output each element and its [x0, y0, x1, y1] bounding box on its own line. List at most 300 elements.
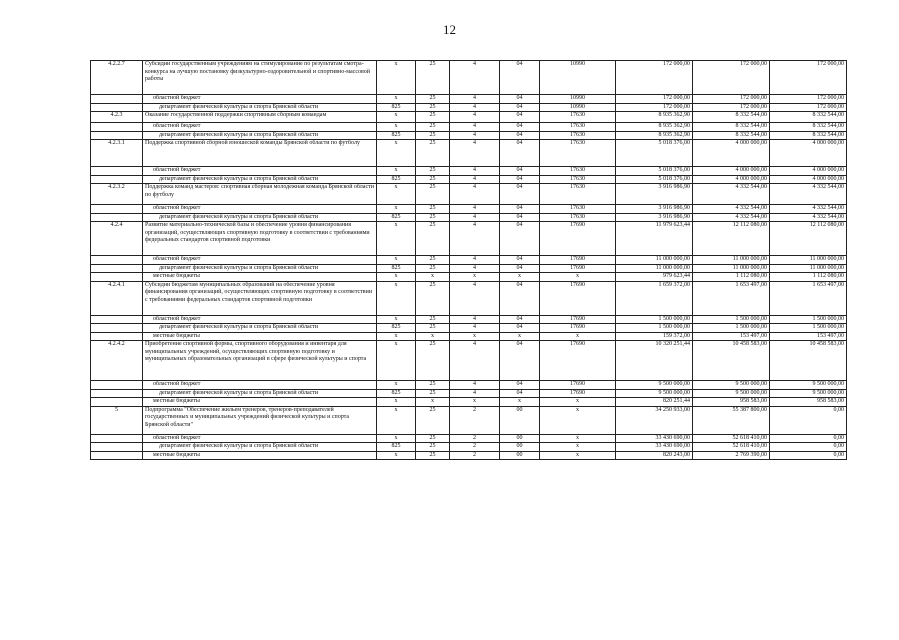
row-amount-year3: 9 500 000,00 — [770, 381, 847, 390]
table-row — [91, 213, 847, 222]
table-row — [91, 131, 847, 140]
row-direction-code: 17690 — [540, 341, 616, 381]
row-subprogram-code: 4 — [450, 205, 500, 214]
row-direction-code: 10990 — [540, 61, 616, 95]
row-name: Развитие материально-технической базы и обеспечение уровня финансирования организаций, осуществляющих спортивную подготовку в соответствии с требованиями федеральных стандартов спортивной подготовки — [143, 222, 377, 256]
row-section-code: 04 — [500, 205, 540, 214]
row-amount-year1: 1 500 000,00 — [616, 324, 693, 333]
table-row — [91, 406, 847, 434]
table-row — [91, 123, 847, 132]
row-section-code: 04 — [500, 281, 540, 315]
row-admin-code: 825 — [377, 389, 416, 398]
row-program-code: 25 — [416, 123, 450, 132]
row-code — [91, 332, 143, 341]
row-amount-year3: 8 332 544,00 — [770, 112, 847, 123]
row-direction-code: 17630 — [540, 205, 616, 214]
row-program-code: 25 — [416, 112, 450, 123]
row-name: местные бюджеты — [143, 451, 377, 460]
row-admin-code: x — [377, 256, 416, 265]
row-program-code: 25 — [416, 406, 450, 434]
row-direction-code: 17690 — [540, 281, 616, 315]
row-amount-year1: 820 243,00 — [616, 451, 693, 460]
table-row — [91, 398, 847, 407]
row-direction-code: x — [540, 451, 616, 460]
row-code — [91, 389, 143, 398]
row-section-code: 04 — [500, 222, 540, 256]
row-program-code: 25 — [416, 389, 450, 398]
row-amount-year3: 0,00 — [770, 451, 847, 460]
row-section-code: 00 — [500, 434, 540, 443]
row-admin-code: 825 — [377, 175, 416, 184]
row-amount-year2: 10 458 583,00 — [693, 341, 770, 381]
row-direction-code: x — [540, 443, 616, 452]
table-row — [91, 103, 847, 112]
row-direction-code: 17690 — [540, 315, 616, 324]
table-row — [91, 175, 847, 184]
row-amount-year1: 5 018 376,00 — [616, 175, 693, 184]
table-row — [91, 324, 847, 333]
row-admin-code: x — [377, 123, 416, 132]
row-program-code: 25 — [416, 103, 450, 112]
row-section-code: 04 — [500, 213, 540, 222]
table-row — [91, 273, 847, 282]
row-admin-code: x — [377, 315, 416, 324]
row-section-code: x — [500, 398, 540, 407]
row-subprogram-code: 4 — [450, 175, 500, 184]
row-direction-code: 17630 — [540, 131, 616, 140]
row-amount-year3: 4 000 000,00 — [770, 175, 847, 184]
row-amount-year1: 159 372,00 — [616, 332, 693, 341]
table-row — [91, 184, 847, 205]
row-direction-code: x — [540, 273, 616, 282]
row-amount-year1: 9 500 000,00 — [616, 389, 693, 398]
row-code: 4.2.3.2 — [91, 184, 143, 205]
row-amount-year2: 172 000,00 — [693, 103, 770, 112]
row-name: департамент физической культуры и спорта Брянской области — [143, 103, 377, 112]
row-amount-year1: 3 916 986,90 — [616, 184, 693, 205]
row-amount-year1: 10 320 251,44 — [616, 341, 693, 381]
row-amount-year2: 1 500 000,00 — [693, 315, 770, 324]
row-subprogram-code: 2 — [450, 434, 500, 443]
row-program-code: x — [416, 332, 450, 341]
row-amount-year2: 4 000 000,00 — [693, 167, 770, 176]
row-code: 4.2.3 — [91, 112, 143, 123]
row-program-code: 25 — [416, 61, 450, 95]
row-subprogram-code: 4 — [450, 389, 500, 398]
row-code — [91, 131, 143, 140]
row-section-code: 04 — [500, 256, 540, 265]
row-code — [91, 95, 143, 104]
row-code: 4.2.4.2 — [91, 341, 143, 381]
row-section-code: 04 — [500, 123, 540, 132]
row-code — [91, 443, 143, 452]
row-program-code: x — [416, 398, 450, 407]
row-section-code: 04 — [500, 381, 540, 390]
row-amount-year2: 11 000 000,00 — [693, 256, 770, 265]
row-code — [91, 398, 143, 407]
row-name: Субсидии бюджетам муниципальных образований на обеспечение уровня финансирования организаций, осуществляющих спортивную подготовку в соответствии с требованиями федеральных стандартов спортивной подготовки — [143, 281, 377, 315]
row-amount-year1: 11 000 000,00 — [616, 264, 693, 273]
row-subprogram-code: 4 — [450, 103, 500, 112]
budget-table-body — [91, 61, 847, 460]
row-program-code: 25 — [416, 184, 450, 205]
table-row — [91, 332, 847, 341]
row-subprogram-code: 4 — [450, 213, 500, 222]
row-admin-code: x — [377, 61, 416, 95]
row-program-code: 25 — [416, 381, 450, 390]
row-section-code: 04 — [500, 131, 540, 140]
row-subprogram-code: 4 — [450, 256, 500, 265]
budget-table — [90, 60, 847, 460]
table-row — [91, 381, 847, 390]
row-name: Подпрограмма "Обеспечение жильем тренеров, тренеров-преподавателей государственных и муниципальных учреждений физической культуры и спорта Брянской области" — [143, 406, 377, 434]
row-name: областной бюджет — [143, 123, 377, 132]
row-subprogram-code: x — [450, 273, 500, 282]
row-amount-year3: 4 000 000,00 — [770, 140, 847, 167]
row-code — [91, 205, 143, 214]
row-name: местные бюджеты — [143, 332, 377, 341]
row-subprogram-code: x — [450, 398, 500, 407]
row-subprogram-code: 4 — [450, 381, 500, 390]
row-section-code: 04 — [500, 264, 540, 273]
row-program-code: 25 — [416, 324, 450, 333]
row-amount-year2: 9 500 000,00 — [693, 381, 770, 390]
table-row — [91, 167, 847, 176]
row-admin-code: x — [377, 112, 416, 123]
row-amount-year2: 4 000 000,00 — [693, 175, 770, 184]
row-admin-code: x — [377, 341, 416, 381]
row-direction-code: x — [540, 434, 616, 443]
row-amount-year3: 172 000,00 — [770, 103, 847, 112]
row-amount-year2: 4 332 544,00 — [693, 213, 770, 222]
row-amount-year3: 11 000 000,00 — [770, 264, 847, 273]
row-admin-code: x — [377, 332, 416, 341]
row-subprogram-code: 2 — [450, 443, 500, 452]
row-code: 4.2.3.1 — [91, 140, 143, 167]
row-name: областной бюджет — [143, 256, 377, 265]
row-name: местные бюджеты — [143, 398, 377, 407]
row-amount-year2: 12 112 080,00 — [693, 222, 770, 256]
row-code: 4.2.2.7 — [91, 61, 143, 95]
table-row — [91, 112, 847, 123]
row-name: Приобретение спортивной формы, спортивного оборудования и инвентаря для муниципальных учреждений, осуществляющих спортивную подготовку и муниципальных образовательных организаций в сфере физической культуры и спорта — [143, 341, 377, 381]
row-section-code: 00 — [500, 443, 540, 452]
row-admin-code: x — [377, 140, 416, 167]
row-subprogram-code: 4 — [450, 341, 500, 381]
row-direction-code: 10990 — [540, 103, 616, 112]
row-amount-year2: 9 500 000,00 — [693, 389, 770, 398]
row-admin-code: x — [377, 167, 416, 176]
row-subprogram-code: x — [450, 332, 500, 341]
row-name: областной бюджет — [143, 95, 377, 104]
row-section-code: x — [500, 332, 540, 341]
row-code — [91, 451, 143, 460]
row-admin-code: 825 — [377, 103, 416, 112]
row-program-code: 25 — [416, 256, 450, 265]
row-amount-year2: 153 497,00 — [693, 332, 770, 341]
row-program-code: 25 — [416, 434, 450, 443]
row-amount-year2: 4 000 000,00 — [693, 140, 770, 167]
row-code — [91, 324, 143, 333]
row-name: областной бюджет — [143, 205, 377, 214]
row-admin-code: x — [377, 381, 416, 390]
row-amount-year2: 172 000,00 — [693, 95, 770, 104]
row-amount-year3: 1 500 000,00 — [770, 324, 847, 333]
row-program-code: 25 — [416, 95, 450, 104]
row-amount-year3: 1 112 080,00 — [770, 273, 847, 282]
row-direction-code: 17630 — [540, 184, 616, 205]
row-amount-year3: 4 000 000,00 — [770, 167, 847, 176]
row-program-code: 25 — [416, 205, 450, 214]
row-direction-code: 17690 — [540, 389, 616, 398]
row-subprogram-code: 4 — [450, 315, 500, 324]
row-subprogram-code: 4 — [450, 131, 500, 140]
row-amount-year3: 11 000 000,00 — [770, 256, 847, 265]
row-name: областной бюджет — [143, 315, 377, 324]
row-amount-year3: 8 332 544,00 — [770, 123, 847, 132]
row-name: департамент физической культуры и спорта Брянской области — [143, 389, 377, 398]
row-amount-year1: 5 018 376,00 — [616, 167, 693, 176]
row-section-code: x — [500, 273, 540, 282]
row-admin-code: 825 — [377, 443, 416, 452]
row-admin-code: x — [377, 205, 416, 214]
row-section-code: 04 — [500, 175, 540, 184]
row-subprogram-code: 4 — [450, 324, 500, 333]
row-section-code: 04 — [500, 315, 540, 324]
row-amount-year1: 1 500 000,00 — [616, 315, 693, 324]
row-direction-code: 17630 — [540, 112, 616, 123]
row-name: департамент физической культуры и спорта Брянской области — [143, 213, 377, 222]
row-subprogram-code: 2 — [450, 406, 500, 434]
row-code — [91, 381, 143, 390]
row-direction-code: 17630 — [540, 175, 616, 184]
row-direction-code: 10990 — [540, 95, 616, 104]
table-row — [91, 315, 847, 324]
row-subprogram-code: 4 — [450, 184, 500, 205]
row-program-code: 25 — [416, 341, 450, 381]
row-section-code: 04 — [500, 112, 540, 123]
row-amount-year3: 9 500 000,00 — [770, 389, 847, 398]
row-code — [91, 273, 143, 282]
row-subprogram-code: 2 — [450, 451, 500, 460]
row-section-code: 04 — [500, 324, 540, 333]
row-amount-year1: 820 251,44 — [616, 398, 693, 407]
row-name: Субсидии государственным учреждениям на стимулирование по результатам смотра-конкурса на лучшую постановку физкультурно-оздоровительной и спортивно-массовой работы — [143, 61, 377, 95]
row-amount-year1: 3 916 986,90 — [616, 213, 693, 222]
table-row — [91, 451, 847, 460]
row-section-code: 04 — [500, 184, 540, 205]
row-admin-code: x — [377, 273, 416, 282]
row-program-code: 25 — [416, 264, 450, 273]
row-program-code: 25 — [416, 131, 450, 140]
row-name: департамент физической культуры и спорта Брянской области — [143, 131, 377, 140]
row-direction-code: 17690 — [540, 256, 616, 265]
row-direction-code: 17630 — [540, 123, 616, 132]
row-admin-code: 825 — [377, 264, 416, 273]
row-admin-code: 825 — [377, 213, 416, 222]
row-code — [91, 213, 143, 222]
row-admin-code: x — [377, 222, 416, 256]
row-amount-year2: 55 387 800,00 — [693, 406, 770, 434]
row-subprogram-code: 4 — [450, 123, 500, 132]
row-admin-code: x — [377, 184, 416, 205]
row-amount-year3: 172 000,00 — [770, 61, 847, 95]
row-amount-year1: 8 935 362,90 — [616, 112, 693, 123]
row-amount-year1: 3 916 986,90 — [616, 205, 693, 214]
row-code — [91, 315, 143, 324]
row-section-code: 04 — [500, 103, 540, 112]
row-name: Оказание государственной поддержки спортивным сборным командам — [143, 112, 377, 123]
row-section-code: 04 — [500, 167, 540, 176]
row-code — [91, 175, 143, 184]
row-amount-year2: 172 000,00 — [693, 61, 770, 95]
row-code — [91, 123, 143, 132]
row-amount-year1: 33 430 690,00 — [616, 434, 693, 443]
row-subprogram-code: 4 — [450, 167, 500, 176]
table-row — [91, 205, 847, 214]
row-direction-code: 17690 — [540, 264, 616, 273]
row-direction-code: x — [540, 332, 616, 341]
table-row — [91, 222, 847, 256]
row-admin-code: x — [377, 95, 416, 104]
row-amount-year3: 1 500 000,00 — [770, 315, 847, 324]
row-code — [91, 264, 143, 273]
row-code — [91, 167, 143, 176]
row-admin-code: x — [377, 281, 416, 315]
row-direction-code: 17630 — [540, 213, 616, 222]
row-program-code: 25 — [416, 443, 450, 452]
row-program-code: 25 — [416, 167, 450, 176]
row-section-code: 04 — [500, 61, 540, 95]
row-admin-code: x — [377, 398, 416, 407]
table-row — [91, 95, 847, 104]
row-section-code: 00 — [500, 451, 540, 460]
row-amount-year1: 979 623,44 — [616, 273, 693, 282]
row-subprogram-code: 4 — [450, 281, 500, 315]
row-direction-code: 17690 — [540, 222, 616, 256]
table-row — [91, 443, 847, 452]
row-section-code: 04 — [500, 95, 540, 104]
table-row — [91, 61, 847, 95]
row-name: областной бюджет — [143, 434, 377, 443]
row-name: департамент физической культуры и спорта Брянской области — [143, 264, 377, 273]
row-subprogram-code: 4 — [450, 61, 500, 95]
row-admin-code: x — [377, 451, 416, 460]
row-amount-year2: 1 112 080,00 — [693, 273, 770, 282]
row-amount-year2: 4 332 544,00 — [693, 184, 770, 205]
row-amount-year3: 4 332 544,00 — [770, 213, 847, 222]
row-amount-year1: 11 000 000,00 — [616, 256, 693, 265]
row-amount-year1: 11 979 623,44 — [616, 222, 693, 256]
table-row — [91, 264, 847, 273]
row-amount-year2: 11 000 000,00 — [693, 264, 770, 273]
row-amount-year1: 1 659 372,00 — [616, 281, 693, 315]
row-name: департамент физической культуры и спорта Брянской области — [143, 175, 377, 184]
row-amount-year3: 0,00 — [770, 443, 847, 452]
row-direction-code: 17690 — [540, 381, 616, 390]
row-amount-year3: 4 332 544,00 — [770, 205, 847, 214]
row-name: областной бюджет — [143, 167, 377, 176]
row-direction-code: 17630 — [540, 167, 616, 176]
table-row — [91, 341, 847, 381]
row-amount-year2: 8 332 544,00 — [693, 123, 770, 132]
row-program-code: 25 — [416, 213, 450, 222]
table-row — [91, 281, 847, 315]
row-amount-year2: 1 500 000,00 — [693, 324, 770, 333]
row-section-code: 04 — [500, 341, 540, 381]
row-name: Поддержка спортивной сборной юношеской команды Брянской области по футболу — [143, 140, 377, 167]
row-amount-year2: 2 769 390,00 — [693, 451, 770, 460]
row-amount-year2: 4 332 544,00 — [693, 205, 770, 214]
row-amount-year3: 172 000,00 — [770, 95, 847, 104]
row-amount-year3: 12 112 080,00 — [770, 222, 847, 256]
row-amount-year2: 52 618 410,00 — [693, 443, 770, 452]
row-direction-code: 17690 — [540, 324, 616, 333]
row-amount-year3: 10 458 583,00 — [770, 341, 847, 381]
row-name: местные бюджеты — [143, 273, 377, 282]
row-amount-year2: 8 332 544,00 — [693, 112, 770, 123]
table-row — [91, 389, 847, 398]
row-amount-year3: 0,00 — [770, 406, 847, 434]
row-program-code: 25 — [416, 140, 450, 167]
row-amount-year2: 52 618 410,00 — [693, 434, 770, 443]
row-code — [91, 103, 143, 112]
row-program-code: 25 — [416, 315, 450, 324]
row-section-code: 00 — [500, 406, 540, 434]
row-amount-year3: 4 332 544,00 — [770, 184, 847, 205]
page-number: 12 — [443, 22, 456, 37]
row-admin-code: x — [377, 434, 416, 443]
row-amount-year1: 9 500 000,00 — [616, 381, 693, 390]
table-row — [91, 140, 847, 167]
row-amount-year2: 1 653 497,00 — [693, 281, 770, 315]
row-amount-year3: 958 583,00 — [770, 398, 847, 407]
row-amount-year3: 0,00 — [770, 434, 847, 443]
row-code — [91, 256, 143, 265]
row-admin-code: 825 — [377, 324, 416, 333]
row-code: 4.2.4.1 — [91, 281, 143, 315]
row-code: 5 — [91, 406, 143, 434]
row-subprogram-code: 4 — [450, 222, 500, 256]
row-amount-year1: 172 000,00 — [616, 61, 693, 95]
row-amount-year1: 33 430 690,00 — [616, 443, 693, 452]
row-program-code: 25 — [416, 175, 450, 184]
row-amount-year1: 8 935 362,90 — [616, 131, 693, 140]
row-subprogram-code: 4 — [450, 264, 500, 273]
row-name: Поддержка команд мастеров: спортивная сборная молодежная команда Брянской области по футболу — [143, 184, 377, 205]
row-subprogram-code: 4 — [450, 140, 500, 167]
row-amount-year3: 8 332 544,00 — [770, 131, 847, 140]
row-amount-year3: 1 653 497,00 — [770, 281, 847, 315]
row-name: областной бюджет — [143, 381, 377, 390]
row-name: департамент физической культуры и спорта Брянской области — [143, 324, 377, 333]
row-amount-year1: 34 250 933,00 — [616, 406, 693, 434]
row-name: департамент физической культуры и спорта Брянской области — [143, 443, 377, 452]
row-amount-year1: 172 000,00 — [616, 103, 693, 112]
table-row — [91, 256, 847, 265]
table-row — [91, 434, 847, 443]
row-section-code: 04 — [500, 389, 540, 398]
row-amount-year1: 8 935 362,90 — [616, 123, 693, 132]
row-section-code: 04 — [500, 140, 540, 167]
row-admin-code: x — [377, 406, 416, 434]
row-subprogram-code: 4 — [450, 95, 500, 104]
row-direction-code: 17630 — [540, 140, 616, 167]
row-amount-year2: 8 332 544,00 — [693, 131, 770, 140]
row-amount-year1: 5 018 376,00 — [616, 140, 693, 167]
row-program-code: 25 — [416, 451, 450, 460]
row-amount-year3: 153 497,00 — [770, 332, 847, 341]
